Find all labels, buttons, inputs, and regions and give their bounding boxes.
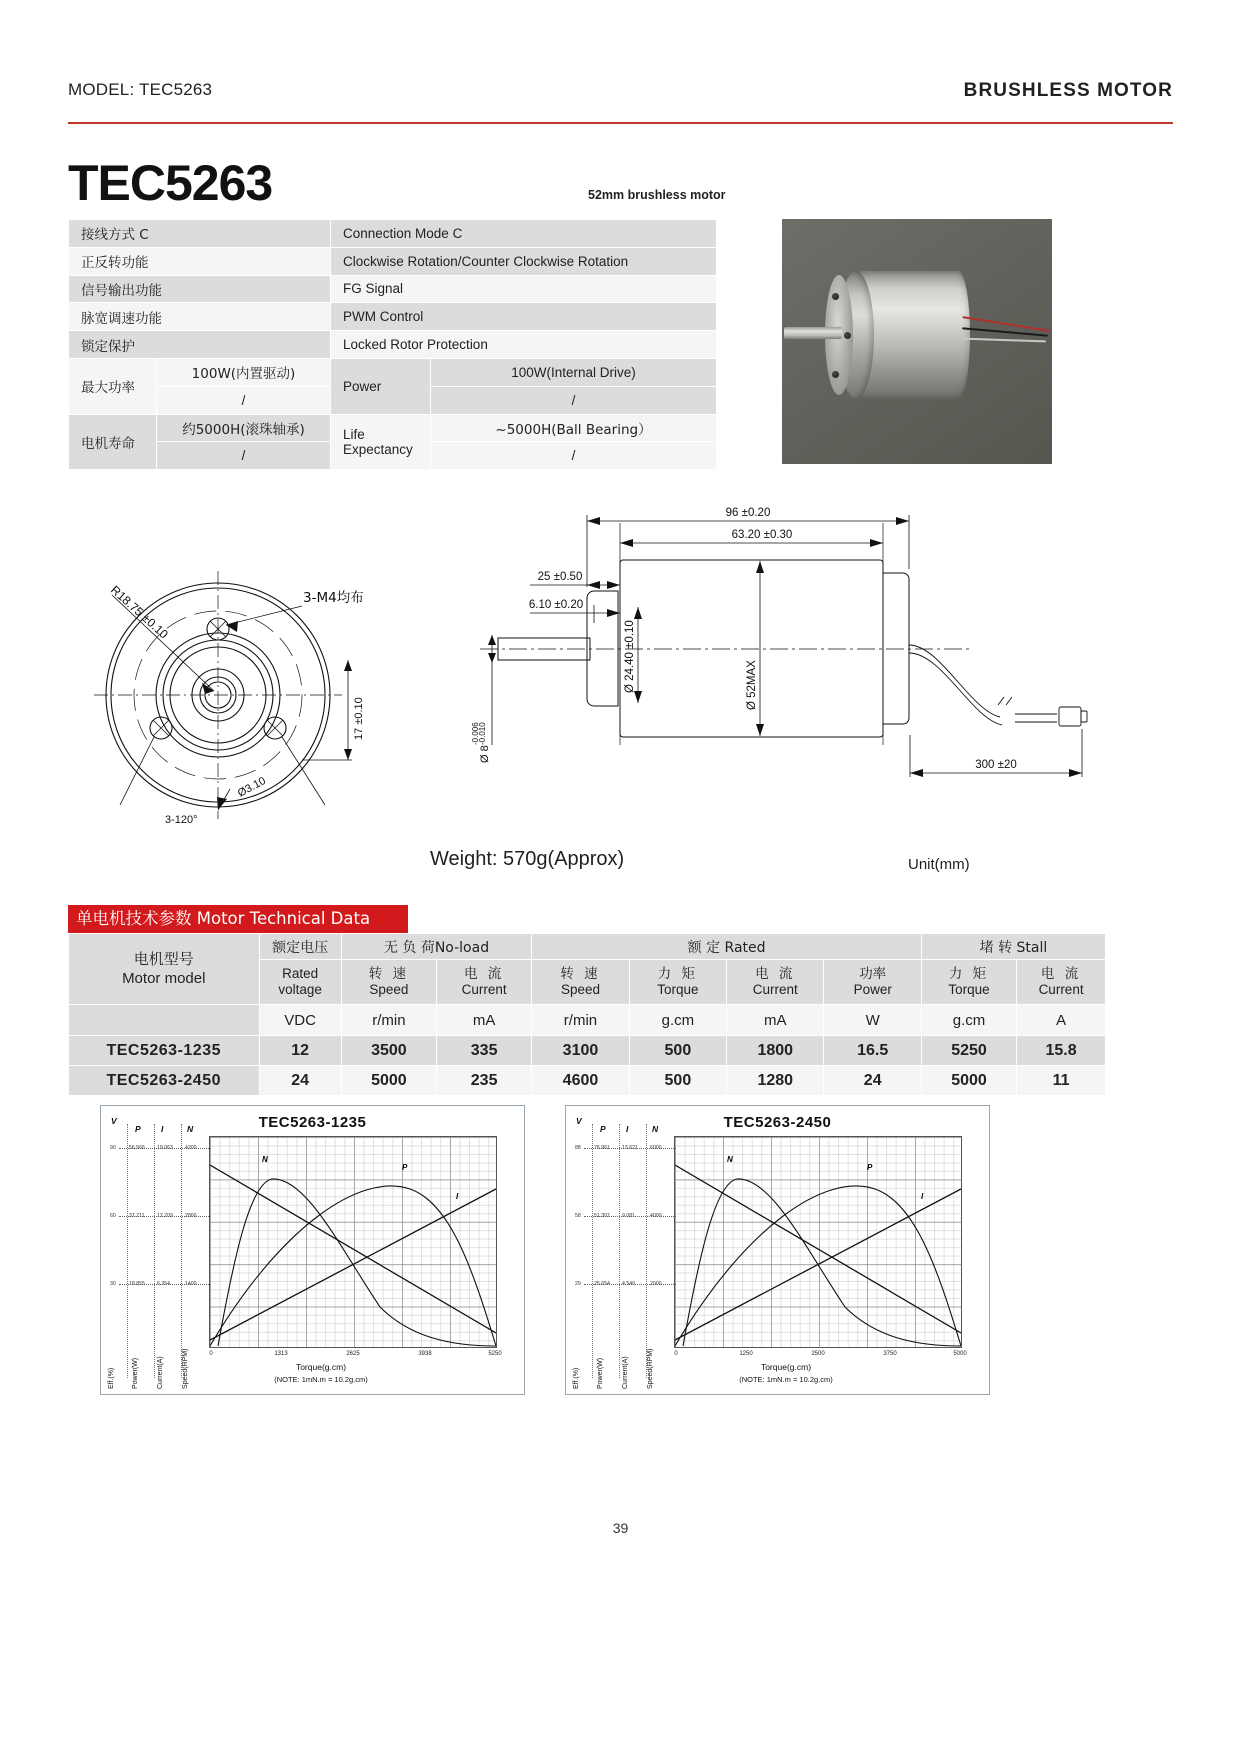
unit-rated-speed: r/min xyxy=(532,1005,629,1036)
chart-1-axis-letter-i: I xyxy=(161,1124,164,1134)
power-cn-value-2: / xyxy=(157,386,331,414)
chart-1-v-tick-90: 90 xyxy=(110,1145,116,1151)
unit-rated-torque: g.cm xyxy=(629,1005,726,1036)
page-number: 39 xyxy=(612,1520,629,1536)
side-view-drawing xyxy=(470,495,1130,830)
col-rated-voltage-line2: voltage xyxy=(278,982,322,997)
motor-technical-data-table xyxy=(68,933,1106,1096)
unit-blank xyxy=(69,1005,260,1036)
col-noload-speed-cn: 转 速 xyxy=(368,965,410,982)
spec-cn-1: 正反转功能 xyxy=(69,247,331,275)
unit-rated-current: mA xyxy=(727,1005,824,1036)
row-0-rated-speed: 3100 xyxy=(532,1036,629,1066)
row-0-rated-voltage: 12 xyxy=(259,1036,341,1066)
mounting-hole-icon xyxy=(832,293,839,300)
row-0-rated-power: 16.5 xyxy=(824,1036,921,1066)
chart-1-ylabel-current: Current(A) xyxy=(157,1356,164,1389)
chart-2-axis-sep-2 xyxy=(619,1124,621,1378)
spec-en-0: Connection Mode C xyxy=(331,220,717,248)
spec-en-1: Clockwise Rotation/Counter Clockwise Rotation xyxy=(331,247,717,275)
unit-rated-power: W xyxy=(824,1005,921,1036)
page-title: TEC5263 xyxy=(68,155,273,211)
col-rated-power-en: Power xyxy=(853,982,892,997)
chart-1-xtick-1: 1313 xyxy=(274,1351,288,1357)
chart-1-axis-letter-p: P xyxy=(135,1124,141,1134)
chart-2-ylabel-speed: Speed(RPM) xyxy=(647,1348,654,1389)
chart-1-ylabel-eff: Eff.(%) xyxy=(108,1367,115,1389)
chart-2-v-tick-29: 29 xyxy=(575,1281,581,1287)
chart-1-axis-sep-2 xyxy=(154,1124,156,1378)
table-row xyxy=(69,247,717,275)
chart-1-series-P xyxy=(210,1186,496,1346)
unit-stall-current: A xyxy=(1017,1005,1106,1036)
chart-2-axis-sep-1 xyxy=(592,1124,594,1378)
mounting-hole-icon xyxy=(844,332,851,339)
dim-shaft-tol-lower: -0.010 xyxy=(478,722,487,745)
life-cn-value-1: 约5000H(滚珠轴承) xyxy=(157,414,331,442)
col-header-rated-torque xyxy=(629,960,726,1005)
dim-body-diameter: Ø 52MAX xyxy=(746,660,758,710)
dim-shaft-tol-upper: -0.006 xyxy=(471,722,480,745)
col-rated-voltage-line1: Rated xyxy=(282,965,319,981)
chart-2-xtick-0: 0 xyxy=(674,1351,678,1357)
row-0-rated-current: 1800 xyxy=(727,1036,824,1066)
chart-1-gridline-mid xyxy=(119,1216,211,1218)
spec-cn-2: 信号输出功能 xyxy=(69,275,331,303)
col-rated-current-en: Current xyxy=(752,982,798,997)
spec-en-3: PWM Control xyxy=(331,303,717,331)
table-row-life xyxy=(69,414,717,442)
table-row xyxy=(69,1066,1106,1096)
motor-wire xyxy=(962,338,1046,343)
row-1-noload-current: 235 xyxy=(437,1066,532,1096)
chart-1-xtick-3: 3938 xyxy=(418,1351,432,1357)
chart-1-note: (NOTE: 1mN.m = 10.2g.cm) xyxy=(274,1375,368,1384)
chart-2-axis-letter-p: P xyxy=(600,1124,606,1134)
chart-2-n-tick-max: 6000 xyxy=(650,1145,662,1151)
col-noload-current-en: Current xyxy=(461,982,507,997)
chart-2-ylabel-eff: Eff.(%) xyxy=(573,1367,580,1389)
page-header xyxy=(68,80,1173,122)
chart-2-p-tick-low: 25.654 xyxy=(594,1281,610,1287)
chart-1-axis-column xyxy=(108,1114,209,1389)
chart-2-axis-letter-v: V xyxy=(576,1116,582,1126)
chart-2-xlabel: Torque(g.cm) xyxy=(760,1362,812,1372)
col-header-rated-current xyxy=(727,960,824,1005)
chart-1-gridline-low xyxy=(119,1284,211,1286)
performance-chart-1235 xyxy=(100,1105,525,1395)
table-units-row xyxy=(69,1005,1106,1036)
front-angle-note: 3-120° xyxy=(165,814,198,826)
performance-chart-2450 xyxy=(565,1105,990,1395)
row-1-stall-torque: 5000 xyxy=(921,1066,1016,1096)
col-header-stall-current xyxy=(1017,960,1106,1005)
col-rated-speed-cn: 转 速 xyxy=(560,965,601,982)
dim-shaft-length: 25 ±0.50 xyxy=(537,571,583,583)
spec-en-4: Locked Rotor Protection xyxy=(331,331,717,359)
col-rated-current-cn: 电 流 xyxy=(755,965,796,982)
col-rated-torque-en: Torque xyxy=(657,982,699,997)
power-en-value-2: / xyxy=(431,386,717,414)
row-1-rated-current: 1280 xyxy=(727,1066,824,1096)
row-0-stall-torque: 5250 xyxy=(921,1036,1016,1066)
chart-1-i-tick-mid: 12.709 xyxy=(157,1213,173,1219)
motor-product-photo xyxy=(782,219,1052,464)
table-row xyxy=(69,1036,1106,1066)
dim-overall-length: 96 ±0.20 xyxy=(725,507,771,519)
page-subtitle: 52mm brushless motor xyxy=(588,188,726,202)
unit-label: Unit(mm) xyxy=(908,856,970,873)
chart-2-plot-area xyxy=(674,1136,962,1348)
chart-2-ylabel-power: Power(W) xyxy=(597,1357,604,1389)
chart-2-p-tick-max: 76.961 xyxy=(594,1145,610,1151)
chart-2-v-tick-88: 88 xyxy=(575,1145,581,1151)
col-header-stall-torque xyxy=(921,960,1016,1005)
chart-2-label-I: I xyxy=(921,1192,924,1201)
chart-1-p-tick-mid: 37.711 xyxy=(129,1213,145,1219)
chart-1-n-tick-mid: 2800 xyxy=(185,1213,197,1219)
chart-1-ylabel-speed: Speed(RPM) xyxy=(182,1348,189,1389)
front-thread-note: 3-M4均布 xyxy=(303,590,364,606)
chart-1-n-tick-low: 1400 xyxy=(185,1281,197,1287)
chart-1-label-P: P xyxy=(402,1163,408,1172)
chart-1-axis-letter-v: V xyxy=(111,1116,117,1126)
col-stall-current-cn: 电 流 xyxy=(1040,965,1082,982)
spec-cn-3: 脉宽调速功能 xyxy=(69,303,331,331)
row-0-model: TEC5263-1235 xyxy=(69,1036,260,1066)
chart-1-p-tick-low: 18.855 xyxy=(129,1281,145,1287)
col-stall-torque-en: Torque xyxy=(948,982,990,997)
life-cn-value-2: / xyxy=(157,442,331,470)
chart-1-title: TEC5263-1235 xyxy=(258,1114,367,1131)
group-noload-label: 无 负 荷No-load xyxy=(341,934,532,960)
motor-shaft xyxy=(784,327,842,339)
unit-noload-speed: r/min xyxy=(341,1005,436,1036)
row-0-stall-current: 15.8 xyxy=(1017,1036,1106,1066)
chart-2-ylabel-current: Current(A) xyxy=(622,1356,629,1389)
chart-2-i-tick-mid: 9.081 xyxy=(622,1213,635,1219)
dim-lead-length: 300 ±20 xyxy=(975,759,1017,771)
header-divider xyxy=(68,122,1173,124)
chart-1-series-N xyxy=(210,1165,496,1333)
row-0-rated-torque: 500 xyxy=(629,1036,726,1066)
chart-2-gridline-low xyxy=(584,1284,676,1286)
unit-stall-torque: g.cm xyxy=(921,1005,1016,1036)
col-rated-torque-cn: 力 矩 xyxy=(657,965,699,982)
chart-1-curves xyxy=(210,1137,496,1347)
power-cn-value-1: 100W(内置驱动) xyxy=(157,358,331,386)
chart-2-title: TEC5263-2450 xyxy=(723,1114,832,1131)
col-stall-current-en: Current xyxy=(1038,982,1084,997)
chart-2-axis-sep-3 xyxy=(646,1124,648,1378)
power-cn-label: 最大功率 xyxy=(69,358,157,414)
unit-rated-voltage: VDC xyxy=(259,1005,341,1036)
row-1-rated-torque: 500 xyxy=(629,1066,726,1096)
chart-2-axis-letter-i: I xyxy=(626,1124,629,1134)
col-header-model-cn: 电机型号 xyxy=(133,949,194,968)
life-en-value-2: / xyxy=(431,442,717,470)
row-1-model: TEC5263-2450 xyxy=(69,1066,260,1096)
chart-1-p-tick-max: 56.566 xyxy=(129,1145,145,1151)
chart-2-label-N: N xyxy=(727,1155,733,1164)
chart-2-n-tick-mid: 4000 xyxy=(650,1213,662,1219)
chart-1-plot-area xyxy=(209,1136,497,1348)
chart-1-xtick-0: 0 xyxy=(209,1351,213,1357)
chart-1-v-tick-30: 30 xyxy=(110,1281,116,1287)
col-header-model-en: Motor model xyxy=(122,970,206,987)
dim-shaft-diameter: Ø 8 xyxy=(479,745,491,763)
chart-2-i-tick-max: 13.621 xyxy=(622,1145,638,1151)
col-header-rated-voltage xyxy=(259,960,341,1005)
power-en-label: Power xyxy=(331,358,431,414)
row-1-rated-power: 24 xyxy=(824,1066,921,1096)
chart-1-xtick-4: 5250 xyxy=(488,1351,502,1357)
technical-data-banner: 单电机技术参数 Motor Technical Data xyxy=(68,905,408,933)
col-stall-torque-cn: 力 矩 xyxy=(948,965,990,982)
table-row xyxy=(69,275,717,303)
chart-2-v-tick-58: 58 xyxy=(575,1213,581,1219)
chart-1-i-tick-max: 19.063 xyxy=(157,1145,173,1151)
front-thickness-note: 17 ±0.10 xyxy=(353,697,365,740)
chart-1-label-N: N xyxy=(262,1155,268,1164)
chart-1-i-tick-low: 6.354 xyxy=(157,1281,170,1287)
chart-2-gridline-top xyxy=(584,1148,676,1150)
chart-1-axis-letter-n: N xyxy=(187,1124,194,1134)
header-doc-title: BRUSHLESS MOTOR xyxy=(963,80,1173,101)
chart-1-n-tick-max: 4200 xyxy=(185,1145,197,1151)
dim-pilot-diameter: Ø 24.40 ±0.10 xyxy=(624,620,636,693)
front-radius-note: R18.75 ±0.10 xyxy=(107,582,171,642)
chart-1-v-tick-60: 60 xyxy=(110,1213,116,1219)
chart-2-axis-letter-n: N xyxy=(652,1124,659,1134)
chart-1-axis-sep-3 xyxy=(181,1124,183,1378)
chart-2-curves xyxy=(675,1137,961,1347)
chart-1-xtick-2: 2625 xyxy=(346,1351,360,1357)
row-1-stall-current: 11 xyxy=(1017,1066,1106,1096)
col-header-model xyxy=(69,934,260,1005)
table-group-header-row xyxy=(69,934,1106,960)
chart-2-n-tick-low: 2000 xyxy=(650,1281,662,1287)
side-view-svg xyxy=(470,495,1130,830)
row-1-rated-speed: 4600 xyxy=(532,1066,629,1096)
dim-body-length: 63.20 ±0.30 xyxy=(731,529,793,541)
spec-cn-4: 锁定保护 xyxy=(69,331,331,359)
chart-2-series-N xyxy=(675,1165,961,1333)
chart-1-xlabel: Torque(g.cm) xyxy=(295,1362,347,1372)
dim-flange-thickness: 6.10 ±0.20 xyxy=(528,599,584,611)
life-cn-label: 电机寿命 xyxy=(69,414,157,470)
table-row xyxy=(69,220,717,248)
row-1-noload-speed: 5000 xyxy=(341,1066,436,1096)
front-view-drawing xyxy=(90,505,430,835)
col-header-rated-power xyxy=(824,960,921,1005)
life-en-label: Life Expectancy xyxy=(331,414,431,470)
chart-2-axis-column xyxy=(573,1114,674,1389)
unit-noload-current: mA xyxy=(437,1005,532,1036)
chart-2-xtick-4: 5000 xyxy=(953,1351,967,1357)
group-rated-label: 额 定 Rated xyxy=(532,934,922,960)
chart-2-series-P xyxy=(675,1186,961,1346)
table-row-power xyxy=(69,358,717,386)
chart-2-xtick-2: 2500 xyxy=(811,1351,825,1357)
chart-2-i-tick-low: 4.540 xyxy=(622,1281,635,1287)
chart-2-gridline-mid xyxy=(584,1216,676,1218)
front-hole-note: Ø3.10 xyxy=(235,774,268,800)
chart-1-gridline-top xyxy=(119,1148,211,1150)
row-0-noload-current: 335 xyxy=(437,1036,532,1066)
table-row xyxy=(69,303,717,331)
weight-label: Weight: 570g(Approx) xyxy=(430,848,625,870)
chart-1-axis-sep-1 xyxy=(127,1124,129,1378)
chart-1-label-I: I xyxy=(456,1192,459,1201)
chart-2-label-P: P xyxy=(867,1163,873,1172)
power-en-value-1: 100W(Internal Drive) xyxy=(431,358,717,386)
chart-2-note: (NOTE: 1mN.m = 10.2g.cm) xyxy=(739,1375,833,1384)
specification-table xyxy=(68,219,717,470)
col-rated-speed-en: Speed xyxy=(560,982,600,997)
col-header-noload-current xyxy=(437,960,532,1005)
chart-2-xtick-1: 1250 xyxy=(739,1351,753,1357)
col-noload-speed-en: Speed xyxy=(369,982,409,997)
header-model-label: MODEL: TEC5263 xyxy=(68,80,213,99)
row-0-noload-speed: 3500 xyxy=(341,1036,436,1066)
life-en-value-1: ~5000H(Ball Bearing） xyxy=(431,414,717,442)
spec-en-2: FG Signal xyxy=(331,275,717,303)
chart-2-xtick-3: 3750 xyxy=(883,1351,897,1357)
chart-2-p-tick-mid: 51.307 xyxy=(594,1213,610,1219)
mounting-hole-icon xyxy=(832,371,839,378)
row-1-rated-voltage: 24 xyxy=(259,1066,341,1096)
group-voltage-label: 额定电压 xyxy=(259,934,341,960)
col-rated-power-cn: 功率 xyxy=(859,965,887,982)
chart-1-ylabel-power: Power(W) xyxy=(132,1357,139,1389)
table-row xyxy=(69,331,717,359)
group-stall-label: 堵 转 Stall xyxy=(921,934,1105,960)
spec-cn-0: 接线方式 C xyxy=(69,220,331,248)
front-view-svg xyxy=(90,505,430,835)
col-header-noload-speed xyxy=(341,960,436,1005)
col-noload-current-cn: 电 流 xyxy=(463,965,505,982)
col-header-rated-speed xyxy=(532,960,629,1005)
